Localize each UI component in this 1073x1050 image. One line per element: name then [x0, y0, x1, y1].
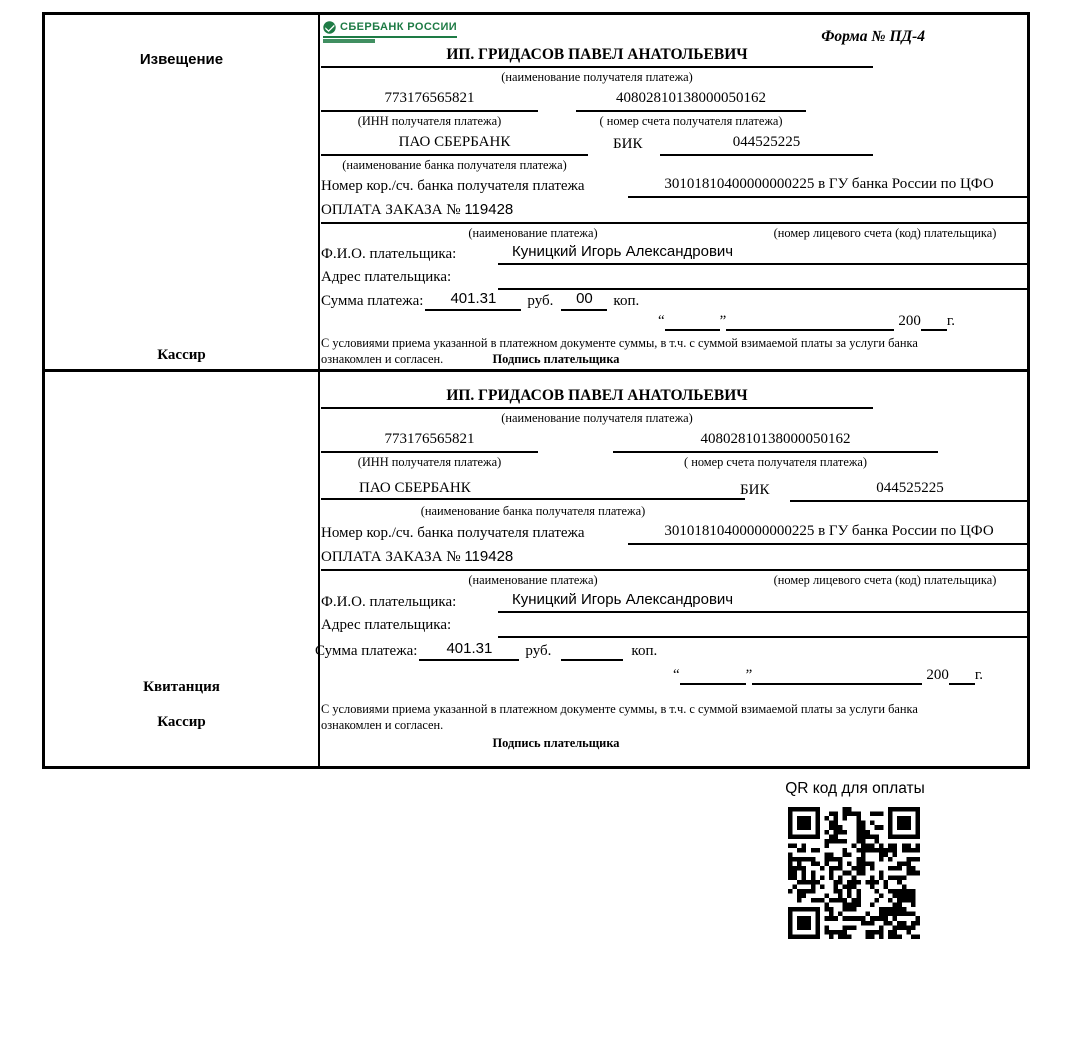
receipt-side-divider [318, 372, 320, 766]
bik-value-receipt: 044525225 [790, 479, 1030, 502]
side-label-izveshchenie: Извещение [139, 51, 224, 68]
payer-fio-value-receipt: Куницкий Игорь Александрович [498, 591, 1030, 613]
payer-code-line [740, 201, 1030, 224]
date-month-line-receipt [752, 683, 922, 685]
payment-purpose-value-receipt [321, 548, 745, 571]
sum-rub-value: 401.31 [425, 290, 521, 311]
bank-name-value: ПАО СБЕРБАНК [321, 133, 588, 156]
corr-account-value-receipt: 30101810400000000225 в ГУ банка России по ЦФО [628, 522, 1030, 545]
qr-code [788, 807, 920, 939]
date-day-line-receipt [680, 683, 746, 685]
signature-label-receipt: Подпись плательщика [492, 736, 620, 750]
recipient-name-label-receipt: (наименование получателя платежа) [501, 411, 693, 425]
bik-value: 044525225 [660, 133, 873, 156]
date-line-receipt [673, 663, 983, 685]
agreement-line2-notice: ознакомлен и согласен. [321, 352, 444, 366]
bank-name-label-receipt: (наименование банка получателя платежа) [420, 504, 646, 518]
inn-value: 773176565821 [321, 89, 538, 112]
side-label-kassir-receipt: Кассир [157, 714, 206, 730]
payer-code-line-receipt [740, 548, 1030, 571]
rub-label-receipt: руб. [525, 643, 552, 660]
receipt-section [42, 369, 1030, 769]
sum-label-receipt: Сумма платежа: [315, 643, 418, 660]
notice-side-divider [318, 15, 320, 369]
payer-fio-value: Куницкий Игорь Александрович [498, 243, 1030, 265]
date-year-line [921, 329, 947, 331]
recipient-name-receipt: ИП. ГРИДАСОВ ПАВЕЛ АНАТОЛЬЕВИЧ [321, 386, 873, 409]
sberbank-logo [323, 21, 457, 43]
sum-row-receipt [315, 639, 657, 661]
recipient-name: ИП. ГРИДАСОВ ПАВЕЛ АНАТОЛЬЕВИЧ [321, 45, 873, 68]
account-value-receipt: 40802810138000050162 [613, 430, 938, 453]
payer-code-label-receipt: (номер лицевого счета (код) плательщика) [773, 573, 997, 587]
corr-account-label: Номер кор./сч. банка получателя платежа [321, 178, 585, 194]
payer-address-label: Адрес плательщика: [321, 269, 452, 285]
payment-purpose-text-receipt: ОПЛАТА ЗАКАЗА № [321, 549, 461, 565]
payer-fio-label-receipt: Ф.И.О. плательщика: [321, 594, 457, 610]
date-open-quote-receipt: “ [673, 667, 680, 684]
bik-label-receipt: БИК [740, 482, 770, 498]
date-g-receipt: г. [974, 667, 984, 684]
notice-section [42, 12, 1030, 372]
sum-kop-value-receipt [561, 659, 623, 661]
sberbank-logo-tagline [323, 39, 375, 43]
payer-code-label: (номер лицевого счета (код) плательщика) [773, 226, 997, 240]
side-label-kvitantsiya: Квитанция [143, 679, 220, 695]
date-line-notice [658, 309, 955, 331]
bik-label: БИК [613, 136, 643, 152]
sum-rub-value-receipt: 401.31 [419, 640, 519, 661]
sberbank-logo-icon [323, 21, 336, 34]
payment-purpose-text: ОПЛАТА ЗАКАЗА № [321, 202, 461, 218]
payer-fio-label: Ф.И.О. плательщика: [321, 246, 457, 262]
corr-account-value: 30101810400000000225 в ГУ банка России по ЦФО [628, 175, 1030, 198]
order-number-receipt: 119428 [464, 548, 514, 565]
rub-label: руб. [527, 293, 554, 310]
sum-label: Сумма платежа: [321, 293, 424, 310]
account-label-receipt: ( номер счета получателя платежа) [683, 455, 868, 469]
account-value: 40802810138000050162 [576, 89, 806, 112]
sberbank-logo-text: СБЕРБАНК РОССИИ [340, 21, 458, 33]
payer-address-line [498, 266, 1030, 290]
sum-kop-value: 00 [561, 290, 607, 311]
account-label: ( номер счета получателя платежа) [599, 114, 783, 128]
qr-caption: QR код для оплаты [785, 780, 925, 797]
signature-label-notice: Подпись плательщика [492, 352, 620, 366]
inn-label-receipt: (ИНН получателя платежа) [357, 455, 502, 469]
payment-name-label-receipt: (наименование платежа) [468, 573, 598, 587]
agreement-line1-receipt: С условиями приема указанной в платежном документе суммы, в т.ч. с суммой взимаемой платы за услуги банка [321, 702, 918, 716]
order-number: 119428 [464, 201, 514, 218]
kop-label-receipt: коп. [631, 643, 658, 660]
date-close-quote: ” [719, 313, 727, 330]
form-number: Форма № ПД-4 [821, 28, 925, 45]
date-year-line-receipt [949, 683, 975, 685]
corr-account-label-receipt: Номер кор./сч. банка получателя платежа [321, 525, 585, 541]
date-year: 200 [898, 313, 921, 330]
payer-address-line-receipt [498, 614, 1030, 638]
bank-name-value-receipt: ПАО СБЕРБАНК [321, 479, 745, 500]
date-g: г. [946, 313, 956, 330]
agreement-line1-notice: С условиями приема указанной в платежном документе суммы, в т.ч. с суммой взимаемой платы за услуги банка [321, 336, 918, 350]
payer-address-label-receipt: Адрес плательщика: [321, 617, 452, 633]
inn-label: (ИНН получателя платежа) [357, 114, 502, 128]
kop-label: коп. [613, 293, 640, 310]
sum-row-notice [321, 289, 639, 311]
inn-value-receipt: 773176565821 [321, 430, 538, 453]
date-day-line [665, 329, 720, 331]
agreement-line2-receipt: ознакомлен и согласен. [321, 718, 444, 732]
recipient-name-label: (наименование получателя платежа) [501, 70, 693, 84]
payment-purpose-value [321, 201, 745, 224]
date-close-quote-receipt: ” [745, 667, 753, 684]
date-month-line [726, 329, 894, 331]
bank-name-label: (наименование банка получателя платежа) [342, 158, 567, 172]
payment-name-label: (наименование платежа) [468, 226, 598, 240]
side-label-kassir-notice: Кассир [157, 347, 206, 363]
date-year-receipt: 200 [926, 667, 949, 684]
date-open-quote: “ [658, 313, 665, 330]
